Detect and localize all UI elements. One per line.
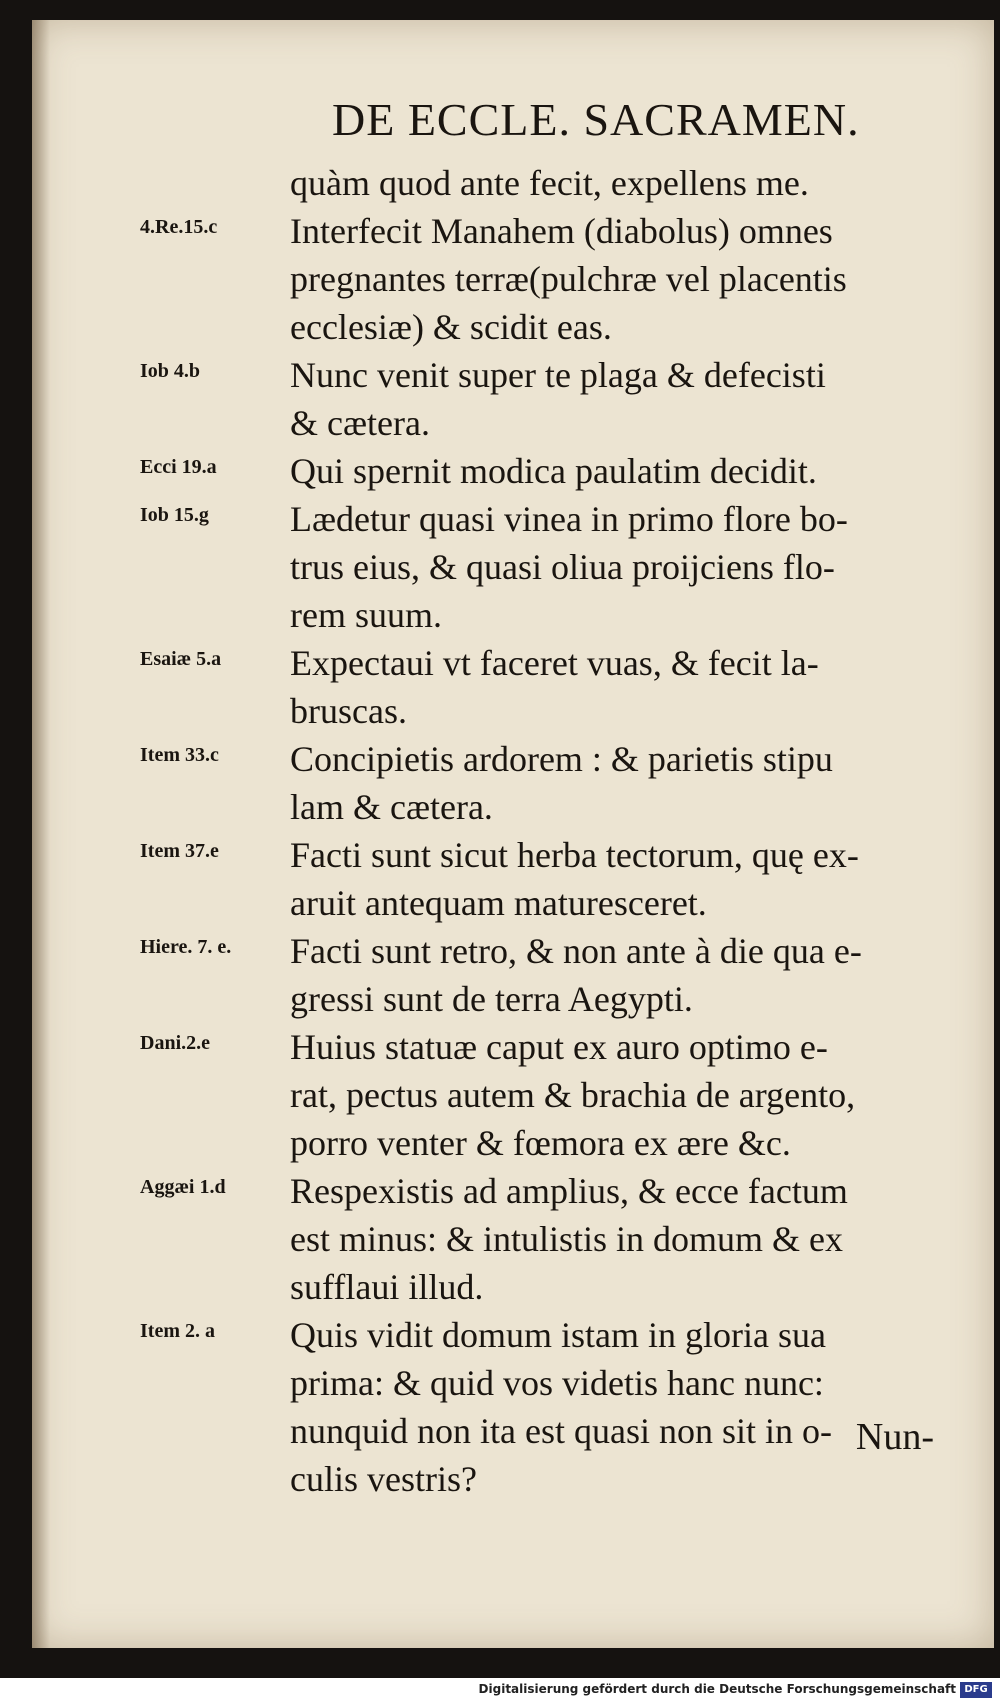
line-text: Concipietis ardorem : & parietis stipu (290, 739, 833, 779)
text-line (32, 400, 994, 448)
line-text: Huius statuæ caput ex auro optimo e- (290, 1027, 828, 1067)
text-line (32, 448, 994, 496)
dfg-logo: DFG (960, 1682, 992, 1698)
catchword: Nun- (855, 1416, 934, 1458)
line-text: pregnantes terræ(pulchræ vel placentis (290, 259, 847, 299)
marginal-reference: Ecci 19.a (140, 456, 217, 478)
line-text: Qui spernit modica paulatim decidit. (290, 451, 817, 491)
line-text: Interfecit Manahem (diabolus) omnes (290, 211, 833, 251)
marginal-reference: 4.Re.15.c (140, 216, 218, 238)
text-line (32, 1264, 994, 1312)
text-line (32, 592, 994, 640)
line-text: gressi sunt de terra Aegypti. (290, 979, 693, 1019)
line-text: porro venter & fœmora ex ære &c. (290, 1123, 791, 1163)
line-text: culis vestris? (290, 1459, 477, 1499)
line-text: sufflaui illud. (290, 1267, 484, 1307)
line-text: Expectaui vt faceret vuas, & fecit la- (290, 643, 819, 683)
line-text: prima: & quid vos videtis hanc nunc: (290, 1363, 824, 1403)
text-line (32, 1216, 994, 1264)
line-text: nunquid non ita est quasi non sit in o- (290, 1411, 832, 1451)
text-line (32, 1456, 994, 1504)
text-line (32, 1072, 994, 1120)
text-line (32, 928, 994, 976)
footer-bar (0, 1678, 1000, 1703)
text-line (32, 688, 994, 736)
marginal-reference: Iob 15.g (140, 504, 209, 526)
line-text: ecclesiæ) & scidit eas. (290, 307, 612, 347)
text-line (32, 1120, 994, 1168)
text-line (32, 1360, 994, 1408)
marginal-reference: Item 2. a (140, 1320, 215, 1342)
line-text: rat, pectus autem & brachia de argento, (290, 1075, 856, 1115)
funding-credit: Digitalisierung gefördert durch die Deutsche Forschungsgemeinschaft (478, 1682, 956, 1696)
line-text: Facti sunt retro, & non ante à die qua e- (290, 931, 862, 971)
marginal-reference: Item 37.e (140, 840, 219, 862)
text-line (32, 496, 994, 544)
text-line (32, 1312, 994, 1360)
line-text: Nunc venit super te plaga & defecisti (290, 355, 826, 395)
text-line (32, 784, 994, 832)
marginal-reference: Aggæi 1.d (140, 1176, 226, 1198)
text-line (32, 352, 994, 400)
text-line (32, 1024, 994, 1072)
running-head: DE ECCLE. SACRAMEN. (332, 94, 860, 145)
line-text: rem suum. (290, 595, 442, 635)
line-text: quàm quod ante fecit, expellens me. (290, 163, 809, 203)
text-line (32, 1168, 994, 1216)
text-line (32, 304, 994, 352)
text-line (32, 976, 994, 1024)
marginal-reference: Esaiæ 5.a (140, 648, 222, 670)
line-text: aruit antequam maturesceret. (290, 883, 707, 923)
line-text: Respexistis ad amplius, & ecce factum (290, 1171, 848, 1211)
text-line (32, 544, 994, 592)
text-line (32, 832, 994, 880)
text-line (32, 1408, 994, 1456)
marginal-reference: Item 33.c (140, 744, 219, 766)
line-text: Quis vidit domum istam in gloria sua (290, 1315, 826, 1355)
book-page (32, 20, 994, 1648)
text-line (32, 640, 994, 688)
line-text: Facti sunt sicut herba tectorum, quę ex- (290, 835, 859, 875)
line-text: Lædetur quasi vinea in primo flore bo- (290, 499, 848, 539)
line-text: est minus: & intulistis in domum & ex (290, 1219, 844, 1259)
marginal-reference: Hiere. 7. e. (140, 936, 232, 958)
marginal-reference: Iob 4.b (140, 360, 201, 382)
text-line (32, 256, 994, 304)
text-line (32, 880, 994, 928)
text-line (32, 736, 994, 784)
line-text: & cætera. (290, 403, 430, 443)
marginal-reference: Dani.2.e (140, 1032, 210, 1054)
text-block (32, 160, 994, 1504)
line-text: bruscas. (290, 691, 407, 731)
text-line (32, 208, 994, 256)
line-text: trus eius, & quasi oliua proijciens flo- (290, 547, 835, 587)
text-line (32, 160, 994, 208)
line-text: lam & cætera. (290, 787, 493, 827)
